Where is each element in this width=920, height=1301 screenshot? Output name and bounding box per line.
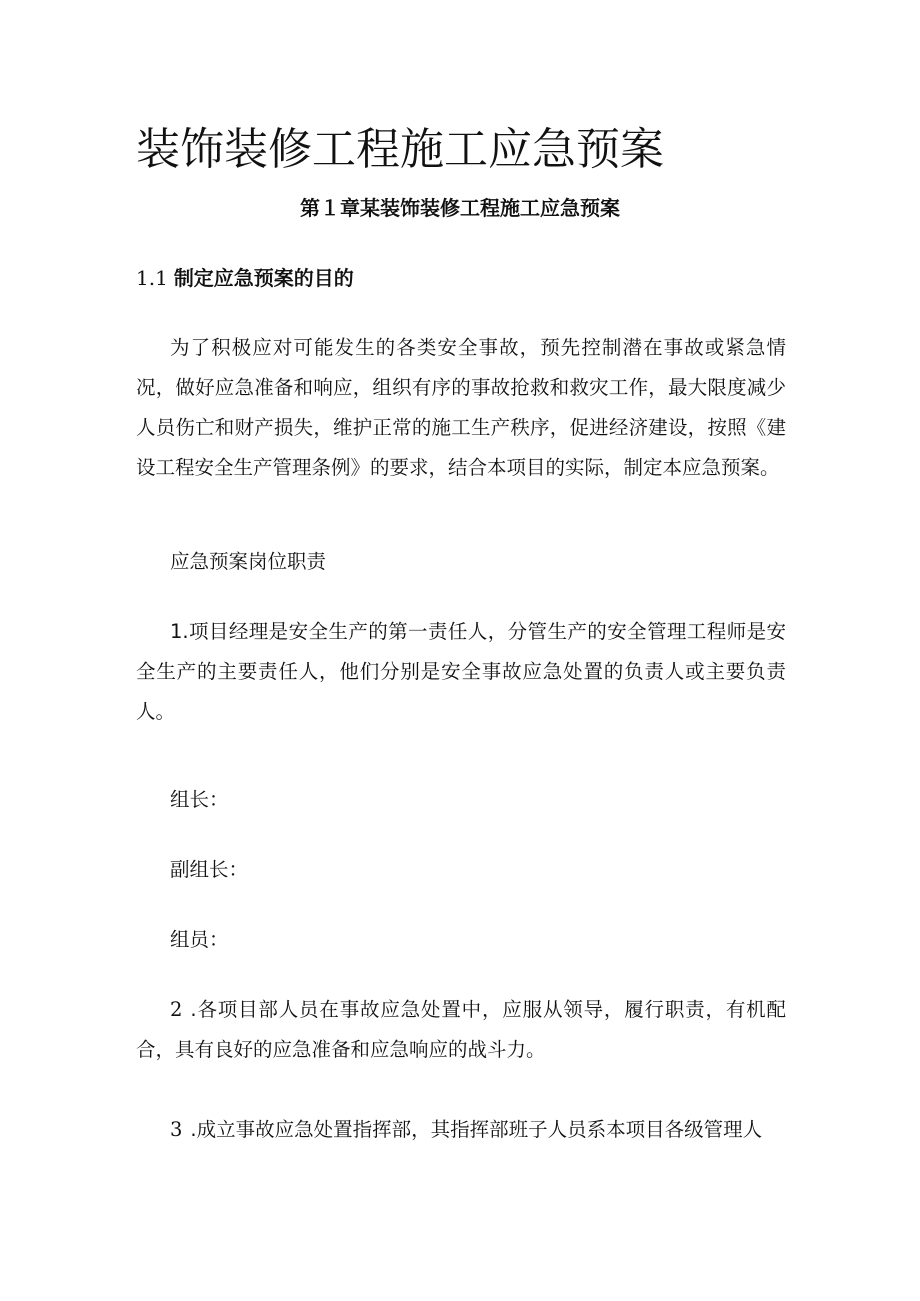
section-heading: [136, 262, 354, 294]
duty-item-3: [136, 1110, 786, 1150]
duty-item-2-number: 2: [170, 998, 183, 1021]
section-number: 1.1: [136, 266, 168, 290]
chapter-title: 第１章某装饰装修工程施工应急预案: [300, 196, 620, 220]
vice-leader-label: 副组长：: [170, 858, 249, 881]
duty-item-1: 1.项目经理是安全生产的第一责任人，分管生产的安全管理工程师是安全生产的主要责任人，他们分别是安全事故应急处置的负责人或主要负责人。: [136, 620, 786, 723]
duty-item-3-number: 3: [170, 1118, 183, 1141]
duty-item-2-text: .各项目部人员在事故应急处置中，应服从领导，履行职责，有机配合，具有良好的应急准备和应急响应的战斗力。: [136, 998, 786, 1061]
duties-heading: 应急预案岗位职责: [170, 550, 327, 573]
section-title: 制定应急预案的目的: [173, 266, 354, 290]
members-label: 组员：: [170, 928, 229, 951]
duty-item-2: [136, 990, 786, 1070]
leader-label: 组长：: [170, 788, 229, 811]
duty-item-3-text: .成立事故应急处置指挥部，其指挥部班子人员系本项目各级管理人: [190, 1118, 763, 1141]
document-title: 装饰装修工程施工应急预案: [136, 124, 664, 175]
purpose-paragraph: 为了积极应对可能发生的各类安全事故，预先控制潜在事故或紧急情况，做好应急准备和响应，组织有序的事故抢救和救灾工作，最大限度减少人员伤亡和财产损失，维护正常的施工生产秩序，促进经济建设，按照《建设工程安全生产管理条例》的要求，结合本项目的实际，制定本应急预案。: [136, 336, 786, 479]
